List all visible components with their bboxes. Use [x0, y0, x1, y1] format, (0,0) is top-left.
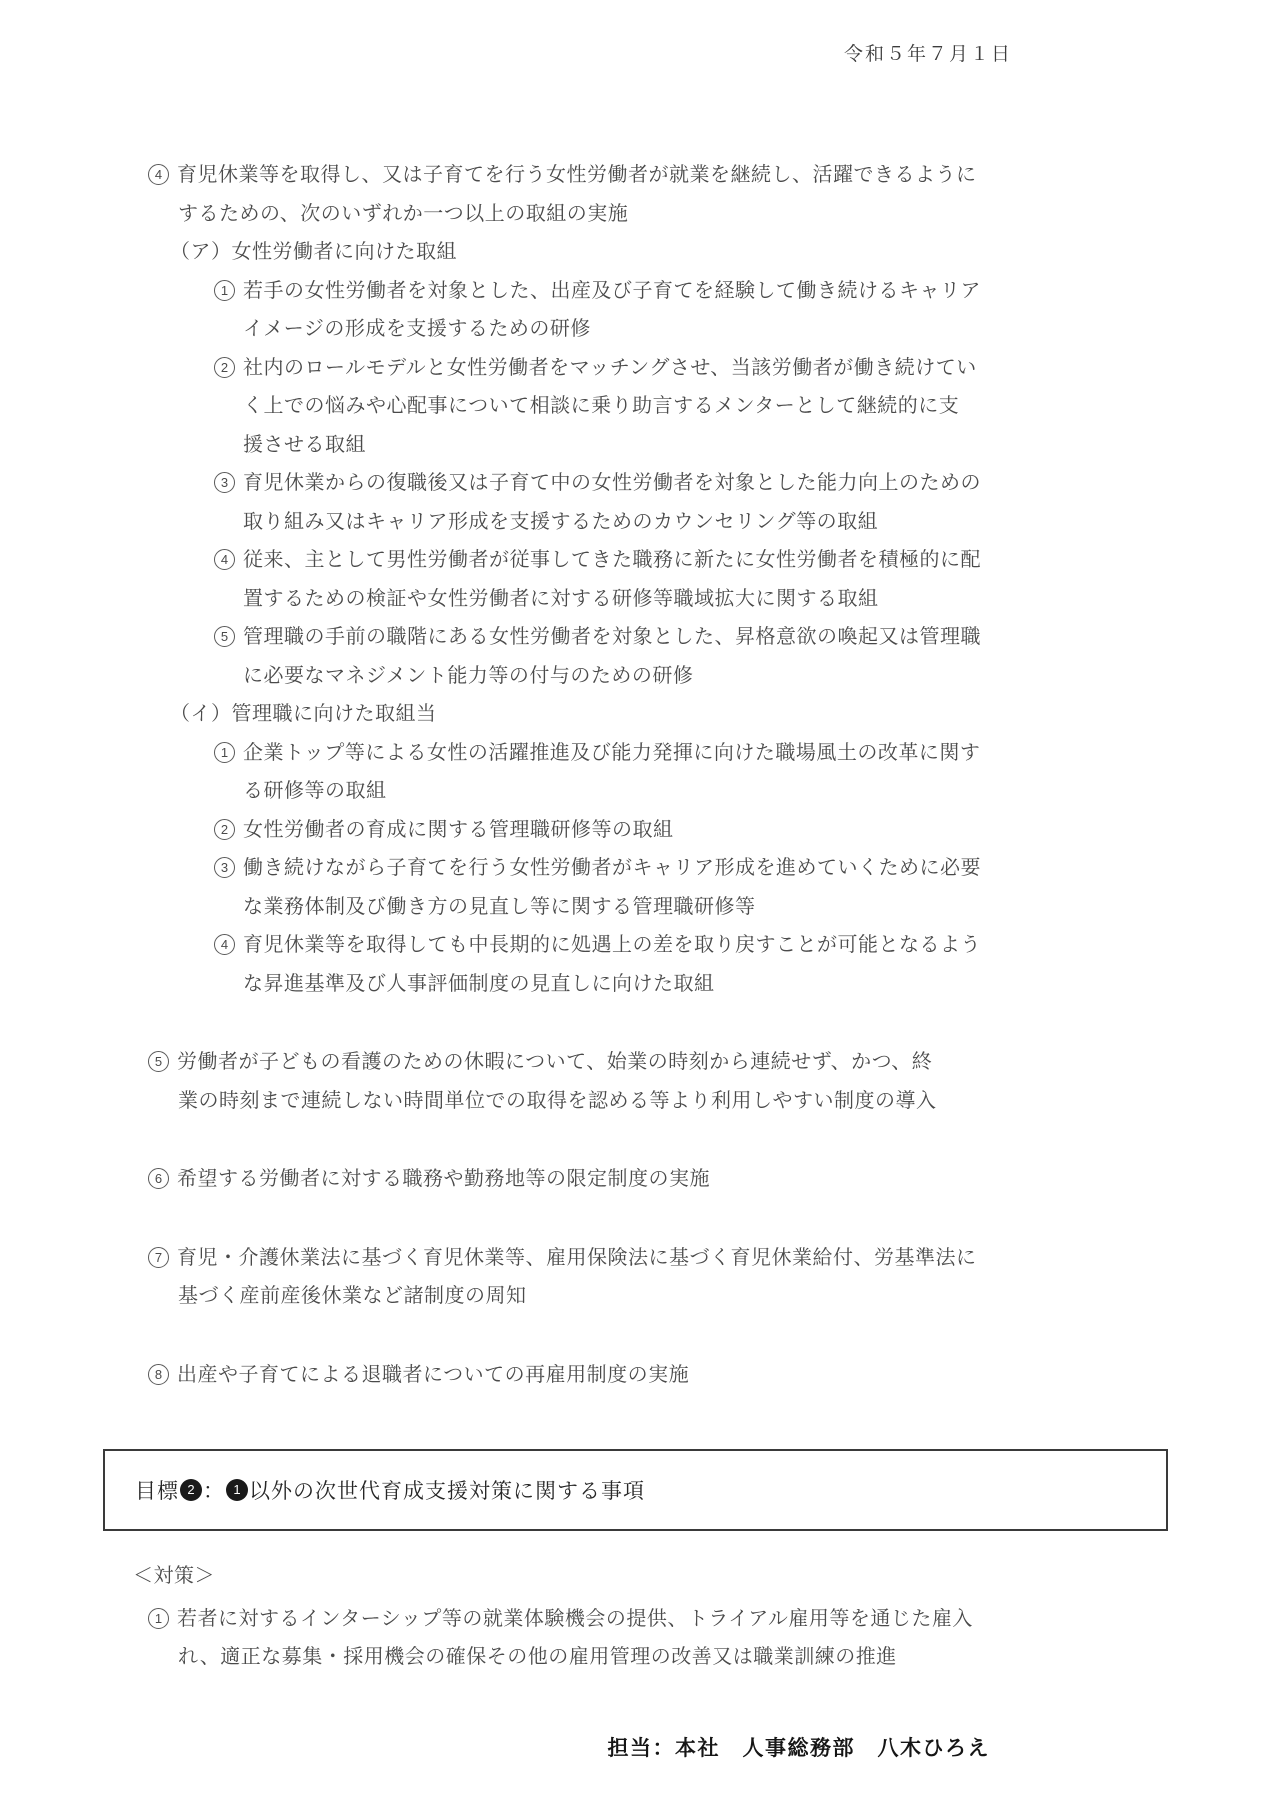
circled-number-icon: 2: [214, 819, 235, 840]
text: 育児休業からの復職後又は子育て中の女性労働者を対象とした能力向上のための: [243, 472, 981, 494]
text-line: [0, 1239, 1273, 1278]
list-item: [0, 1043, 1273, 1120]
circled-number-icon: 4: [214, 549, 235, 570]
list-item: [0, 1356, 1273, 1395]
text-line: [0, 310, 1273, 349]
text-line: [0, 1600, 1273, 1639]
text: 基づく産前産後休業など諸制度の周知: [178, 1285, 527, 1307]
text-line: [0, 387, 1273, 426]
circled-number-icon: 7: [148, 1247, 169, 1268]
text-line: [0, 1638, 1273, 1677]
text: れ、適正な募集・採用機会の確保その他の雇用管理の改善又は職業訓練の推進: [178, 1646, 897, 1668]
list-item: [0, 272, 1273, 349]
list-item: [0, 1160, 1273, 1199]
list-item: [0, 464, 1273, 541]
text: 育児休業等を取得し、又は子育てを行う女性労働者が就業を継続し、活躍できるように: [177, 164, 977, 186]
text: 従来、主として男性労働者が従事してきた職務に新たに女性労働者を積極的に配: [243, 549, 981, 571]
document-body: [0, 156, 1273, 1394]
group-label: [0, 695, 1273, 734]
text: 労働者が子どもの看護のための休暇について、始業の時刻から連続せず、かつ、終: [177, 1051, 933, 1073]
circled-number-icon: 5: [214, 626, 235, 647]
text-line: [0, 734, 1273, 773]
goal-colon: ：: [203, 1480, 225, 1503]
text: 援させる取組: [243, 433, 366, 456]
text: するための、次のいずれか一つ以上の取組の実施: [178, 202, 629, 225]
text-line: [0, 695, 1273, 734]
text-line: [0, 1082, 1273, 1121]
text: 育児休業等を取得しても中長期的に処遇上の差を取り戻すことが可能となるよう: [243, 934, 981, 956]
document-footer: 担当：本社 人事総務部 八木ひろえ: [607, 1736, 990, 1760]
text-line: [0, 1277, 1273, 1316]
text-line: [0, 965, 1273, 1004]
text: 管理職の手前の職階にある女性労働者を対象とした、昇格意欲の喚起又は管理職: [243, 626, 981, 648]
group-label: [0, 233, 1273, 272]
text-line: [0, 926, 1273, 965]
text-line: [0, 349, 1273, 388]
list-item: [0, 734, 1273, 811]
text-line: [0, 772, 1273, 811]
text: る研修等の取組: [243, 780, 387, 802]
circled-number-icon: 1: [148, 1608, 169, 1629]
document-date: 令和５年７月１日: [843, 44, 1012, 65]
text: く上での悩みや心配事について相談に乗り助言するメンターとして継続的に支: [243, 395, 960, 417]
text: 若手の女性労働者を対象とした、出産及び子育てを経験して働き続けるキャリア: [243, 279, 981, 302]
text: 置するための検証や女性労働者に対する研修等職域拡大に関する取組: [243, 587, 879, 610]
text: （イ）管理職に向けた取組当: [170, 703, 437, 725]
text-line: [0, 811, 1273, 850]
text-line: [0, 580, 1273, 619]
circled-number-icon: 3: [214, 472, 235, 493]
text: （ア）女性労働者に向けた取組: [170, 241, 457, 263]
list-item: [0, 618, 1273, 695]
text: イメージの形成を支援するための研修: [243, 318, 591, 340]
circled-number-icon: 4: [214, 934, 235, 955]
text: な昇進基準及び人事評価制度の見直しに向けた取組: [243, 972, 715, 995]
list-item: [0, 1239, 1273, 1316]
text: 希望する労働者に対する職務や勤務地等の限定制度の実施: [177, 1168, 710, 1190]
text: 社内のロールモデルと女性労働者をマッチングさせ、当該労働者が働き続けてい: [243, 356, 977, 379]
list-item: [0, 541, 1273, 618]
text-line: [0, 426, 1273, 465]
text-line: [0, 464, 1273, 503]
goal-text: 以外の次世代育成支援対策に関する事項: [249, 1480, 645, 1503]
text-line: [0, 272, 1273, 311]
goal-label: 目標: [135, 1480, 179, 1503]
measures-heading: ＜対策＞: [133, 1565, 215, 1587]
text-line: [0, 888, 1273, 927]
text: 若者に対するインターシップ等の就業体験機会の提供、トライアル雇用等を通じた雇入: [177, 1607, 973, 1630]
text-line: [0, 156, 1273, 195]
text: な業務体制及び働き方の見直し等に関する管理職研修等: [243, 895, 756, 918]
text-line: [0, 1043, 1273, 1082]
text: 女性労働者の育成に関する管理職研修等の取組: [243, 818, 674, 841]
list-item: [0, 811, 1273, 850]
text: 企業トップ等による女性の活躍推進及び能力発揮に向けた職場風土の改革に関す: [243, 741, 981, 764]
circled-number-icon: 3: [214, 857, 235, 878]
list-item: [0, 849, 1273, 926]
circled-number-icon: 6: [148, 1168, 169, 1189]
text-line: [0, 195, 1273, 234]
text: 出産や子育てによる退職者についての再雇用制度の実施: [177, 1363, 690, 1386]
list-item: [0, 926, 1273, 1003]
list-item: [0, 1600, 1273, 1677]
text: 業の時刻まで連続しない時間単位での取得を認める等より利用しやすい制度の導入: [178, 1089, 937, 1112]
circled-number-icon: 2: [214, 357, 235, 378]
circled-number-icon: 1: [214, 742, 235, 763]
text: に必要なマネジメント能力等の付与のための研修: [243, 664, 694, 687]
text-line: [0, 657, 1273, 696]
list-item: [0, 156, 1273, 233]
list-item: [0, 349, 1273, 465]
text-line: [0, 1160, 1273, 1199]
text-line: [0, 1356, 1273, 1395]
text-line: [0, 233, 1273, 272]
circled-number-icon: 8: [148, 1364, 169, 1385]
circled-number-icon: 1: [214, 280, 235, 301]
text-line: [0, 541, 1273, 580]
text: 取り組み又はキャリア形成を支援するためのカウンセリング等の取組: [243, 510, 879, 533]
text: 育児・介護休業法に基づく育児休業等、雇用保険法に基づく育児休業給付、労基準法に: [177, 1246, 977, 1269]
goal-heading-box: [103, 1449, 1168, 1531]
text: 働き続けながら子育てを行う女性労働者がキャリア形成を進めていくために必要: [243, 857, 981, 879]
measures-body: [0, 1600, 1273, 1677]
negative-circled-number-icon: 2: [180, 1479, 202, 1501]
text-line: [0, 503, 1273, 542]
text-line: [0, 849, 1273, 888]
circled-number-icon: 5: [148, 1051, 169, 1072]
circled-number-icon: 4: [148, 164, 169, 185]
negative-circled-number-icon: 1: [226, 1479, 248, 1501]
text-line: [0, 618, 1273, 657]
